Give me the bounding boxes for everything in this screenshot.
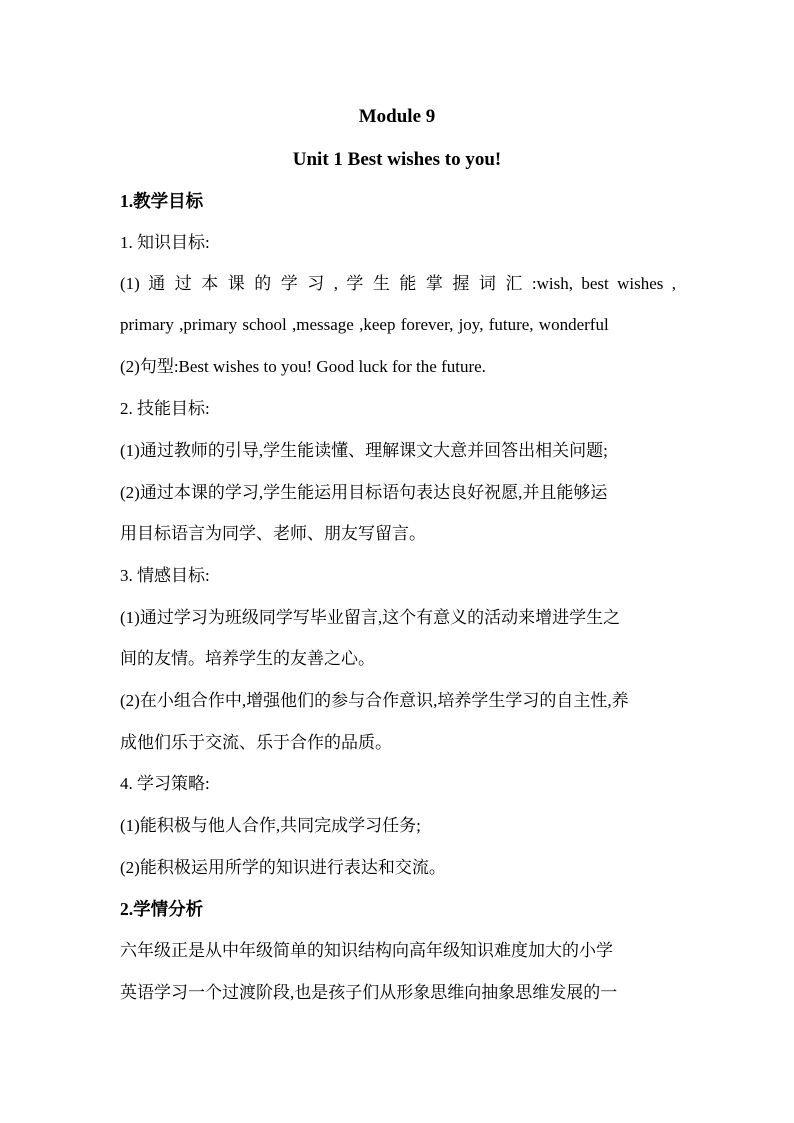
knowledge-item2: (2)句型:Best wishes to you! Good luck for the future. xyxy=(120,357,486,376)
skill-item1: (1)通过教师的引导,学生能读懂、理解课文大意并回答出相关问题; xyxy=(120,441,608,460)
strategy-item1: (1)能积极与他人合作,共同完成学习任务; xyxy=(120,816,421,835)
emotion-heading: 3. 情感目标: xyxy=(120,566,210,585)
knowledge-heading: 1. 知识目标: xyxy=(120,233,210,252)
knowledge-item1-line1: (1) 通 过 本 课 的 学 习 , 学 生 能 掌 握 词 汇 :wish, best wishes , xyxy=(120,274,676,293)
doc-subtitle: Unit 1 Best wishes to you! xyxy=(292,149,502,170)
skill-item2-line2: 用目标语言为同学、老师、朋友写留言。 xyxy=(120,524,426,543)
skill-item2-line1: (2)通过本课的学习,学生能运用目标语句表达良好祝愿,并且能够运 xyxy=(120,483,608,502)
section2-line1: 六年级正是从中年级简单的知识结构向高年级知识难度加大的小学 xyxy=(120,941,613,960)
section2-line2: 英语学习一个过渡阶段,也是孩子们从形象思维向抽象思维发展的一 xyxy=(120,983,618,1002)
emotion-item1-line1: (1)通过学习为班级同学写毕业留言,这个有意义的活动来增进学生之 xyxy=(120,608,621,627)
skill-heading: 2. 技能目标: xyxy=(120,399,210,418)
section1-heading: 1.教学目标 xyxy=(120,191,204,211)
section2-heading: 2.学情分析 xyxy=(120,899,204,919)
strategy-item2: (2)能积极运用所学的知识进行表达和交流。 xyxy=(120,858,446,877)
strategy-heading: 4. 学习策略: xyxy=(120,774,210,793)
emotion-item1-line2: 间的友情。培养学生的友善之心。 xyxy=(120,649,375,668)
emotion-item2-line2: 成他们乐于交流、乐于合作的品质。 xyxy=(120,733,392,752)
knowledge-item1-line2: primary ,primary school ,message ,keep forever, joy, future, wonderful xyxy=(120,315,609,334)
doc-title: Module 9 xyxy=(358,106,436,127)
emotion-item2-line1: (2)在小组合作中,增强他们的参与合作意识,培养学生学习的自主性,养 xyxy=(120,691,629,710)
